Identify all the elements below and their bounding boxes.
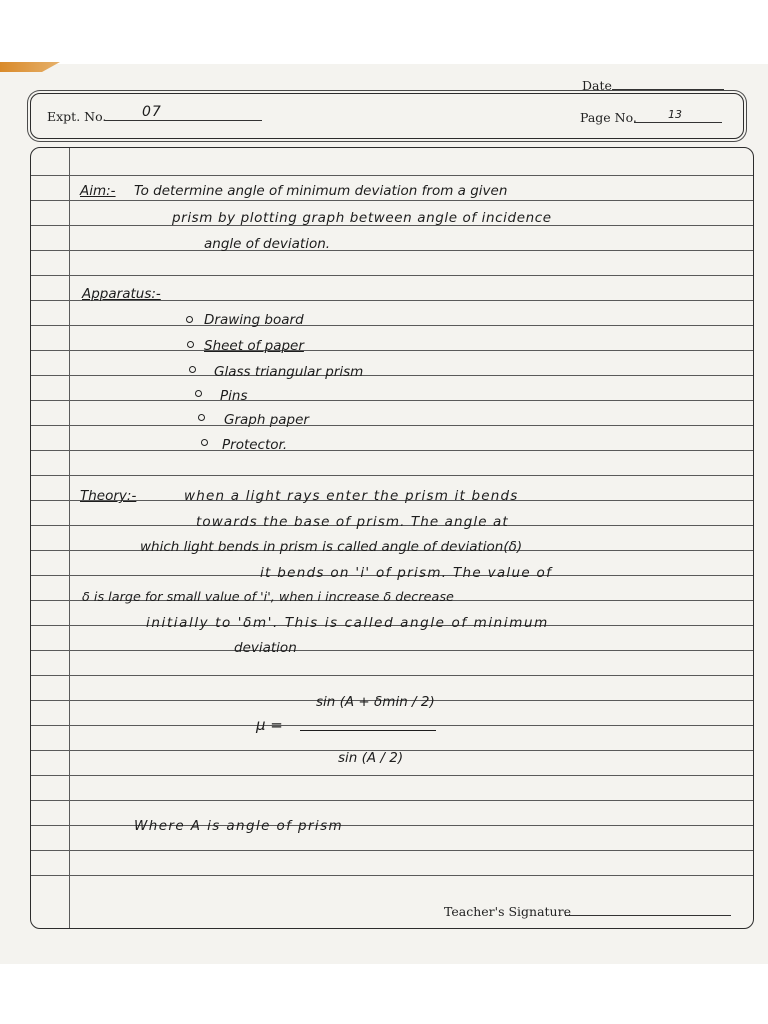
page-no-label: Page No. [580, 110, 637, 125]
aim-line-2: prism by plotting graph between angle of incidence [172, 210, 552, 226]
page-no-line [634, 122, 722, 123]
apparatus-item: Pins [220, 388, 248, 404]
theory-line-4: it bends on 'i' of prism. The value of [260, 565, 553, 581]
aim-line-1: To determine angle of minimum deviation from a given [134, 183, 508, 199]
aim-line-3: angle of deviation. [204, 236, 331, 252]
apparatus-item: Graph paper [224, 412, 309, 428]
margin-line [69, 148, 70, 928]
apparatus-heading: Apparatus:- [82, 286, 161, 302]
formula-numerator: sin (A + δmin / 2) [316, 694, 435, 710]
bullet-icon [189, 366, 196, 373]
top-margin [0, 0, 768, 64]
formula-denominator: sin (A / 2) [338, 750, 404, 766]
bullet-icon [198, 414, 205, 421]
apparatus-item: Protector. [222, 437, 288, 453]
expt-no-line [104, 120, 262, 121]
theory-line-1: when a light rays enter the prism it bends [184, 488, 519, 504]
apparatus-item: Sheet of paper [204, 338, 304, 354]
apparatus-item: Drawing board [204, 312, 304, 328]
theory-line-2: towards the base of prism. The angle at [196, 514, 509, 530]
bullet-icon [187, 341, 194, 348]
bullet-icon [201, 439, 208, 446]
fraction-bar [300, 730, 436, 731]
theory-line-7: deviation [234, 640, 297, 656]
theory-line-6: initially to 'δm'. This is called angle of minimum [146, 615, 549, 631]
teacher-signature-label: Teacher's Signature [444, 904, 571, 919]
expt-no-label: Expt. No. [47, 109, 107, 124]
apparatus-item: Glass triangular prism [214, 364, 364, 380]
teacher-signature-line [565, 915, 731, 916]
bullet-icon [186, 316, 193, 323]
aim-heading: Aim:- [80, 183, 116, 199]
theory-line-3: which light bends in prism is called angle of deviation(δ) [140, 539, 523, 555]
ruled-body [30, 147, 754, 929]
theory-heading: Theory:- [80, 488, 137, 504]
expt-no-value: 07 [142, 104, 162, 120]
date-field-line [612, 89, 724, 90]
date-label: Date [582, 78, 612, 93]
formula-lhs: μ = [256, 716, 283, 734]
bullet-icon [195, 390, 202, 397]
theory-line-5: δ is large for small value of 'i', when i increase δ decrease [82, 590, 454, 605]
where-note: Where A is angle of prism [134, 818, 344, 834]
page-no-value: 13 [668, 108, 682, 121]
bottom-margin [0, 964, 768, 1024]
